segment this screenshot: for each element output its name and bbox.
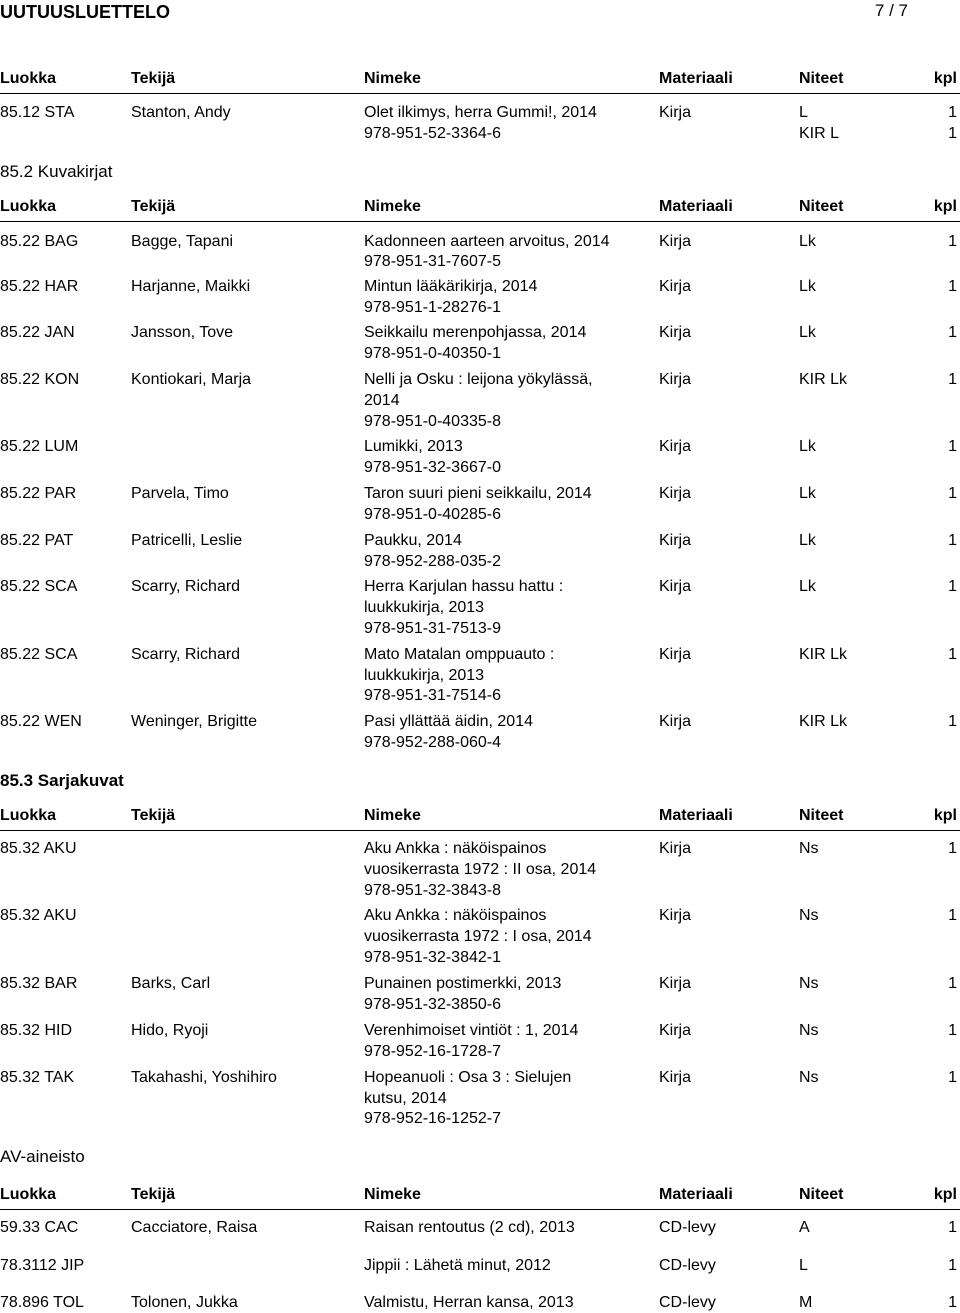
cell-materiaali: Kirja <box>659 646 692 663</box>
cell-luokka: 85.22 LUM <box>0 438 79 455</box>
cell-niteet: M <box>799 1294 813 1311</box>
cell-nimeke: Raisan rentoutus (2 cd), 2013 <box>364 1219 575 1236</box>
header-kpl: kpl <box>933 807 957 824</box>
cell-nimeke: Punainen postimerkki, 2013 <box>364 975 562 992</box>
cell-isbn: 978-952-288-060-4 <box>364 734 501 751</box>
cell-kpl: 1 <box>948 485 957 502</box>
cell-luokka: 85.12 STA <box>0 104 75 121</box>
cell-materiaali: CD-levy <box>659 1294 716 1311</box>
cell-nimeke: Mintun lääkärikirja, 2014 <box>364 278 538 295</box>
cell-kpl: 1 <box>948 233 957 250</box>
cell-materiaali: Kirja <box>659 840 692 857</box>
cell-tekija: Barks, Carl <box>131 975 211 992</box>
cell-isbn: 978-951-0-40350-1 <box>364 345 501 362</box>
cell-luokka: 85.22 BAG <box>0 233 79 250</box>
header-materiaali: Materiaali <box>659 198 733 215</box>
cell-kpl: 1 <box>948 907 957 924</box>
cell-niteet: Ns <box>799 1022 819 1039</box>
cell-tekija: Tolonen, Jukka <box>131 1294 238 1311</box>
cell-isbn: 978-951-0-40335-8 <box>364 413 501 430</box>
header-materiaali: Materiaali <box>659 70 733 87</box>
header-niteet: Niteet <box>799 1186 844 1203</box>
cell-tekija: Scarry, Richard <box>131 646 241 663</box>
cell-kpl: 1 <box>948 438 957 455</box>
header-divider <box>0 93 960 94</box>
header-divider <box>0 221 960 222</box>
header-nimeke: Nimeke <box>364 1186 421 1203</box>
cell-niteet: KIR Lk <box>799 713 848 730</box>
header-niteet: Niteet <box>799 807 844 824</box>
cell-isbn: 978-952-16-1728-7 <box>364 1043 501 1060</box>
cell-nimeke: 2014 <box>364 392 400 409</box>
cell-nimeke: vuosikerrasta 1972 : I osa, 2014 <box>364 928 592 945</box>
cell-materiaali: Kirja <box>659 1069 692 1086</box>
cell-kpl: 1 <box>948 1294 957 1311</box>
cell-materiaali: Kirja <box>659 233 692 250</box>
cell-nimeke: Kadonneen aarteen arvoitus, 2014 <box>364 233 610 250</box>
cell-isbn: 978-951-32-3850-6 <box>364 996 501 1013</box>
cell-nimeke: Hopeanuoli : Osa 3 : Sielujen <box>364 1069 572 1086</box>
cell-nimeke: Lumikki, 2013 <box>364 438 463 455</box>
cell-nimeke: Verenhimoiset vintiöt : 1, 2014 <box>364 1022 579 1039</box>
section-title: 85.2 Kuvakirjat <box>0 162 113 181</box>
cell-isbn: 978-951-32-3843-8 <box>364 882 501 899</box>
cell-niteet: Lk <box>799 438 816 455</box>
cell-luokka: 85.22 PAT <box>0 532 74 549</box>
cell-nimeke: luukkukirja, 2013 <box>364 599 485 616</box>
cell-materiaali: Kirja <box>659 438 692 455</box>
header-luokka: Luokka <box>0 198 57 215</box>
cell-luokka: 78.3112 JIP <box>0 1257 85 1274</box>
cell-nimeke: Pasi yllättää äidin, 2014 <box>364 713 533 730</box>
cell-materiaali: CD-levy <box>659 1257 716 1274</box>
cell-isbn: 978-951-1-28276-1 <box>364 299 501 316</box>
header-tekija: Tekijä <box>131 1186 176 1203</box>
cell-nimeke: Aku Ankka : näköispainos <box>364 840 547 857</box>
cell-tekija: Stanton, Andy <box>131 104 231 121</box>
cell-materiaali: Kirja <box>659 975 692 992</box>
cell-nimeke: Seikkailu merenpohjassa, 2014 <box>364 324 587 341</box>
cell-luokka: 85.22 HAR <box>0 278 79 295</box>
cell-niteet: L <box>799 104 808 121</box>
cell-kpl: 1 <box>948 578 957 595</box>
cell-luokka: 85.22 JAN <box>0 324 75 341</box>
cell-kpl: 1 <box>948 324 957 341</box>
cell-niteet: Ns <box>799 907 819 924</box>
header-nimeke: Nimeke <box>364 807 421 824</box>
cell-niteet: Lk <box>799 578 816 595</box>
cell-luokka: 78.896 TOL <box>0 1294 84 1311</box>
header-niteet: Niteet <box>799 198 844 215</box>
cell-isbn: 978-951-31-7513-9 <box>364 620 501 637</box>
header-divider <box>0 830 960 831</box>
cell-nimeke: Nelli ja Osku : leijona yökylässä, <box>364 371 593 388</box>
cell-tekija: Takahashi, Yoshihiro <box>131 1069 277 1086</box>
header-tekija: Tekijä <box>131 807 176 824</box>
cell-materiaali: Kirja <box>659 907 692 924</box>
cell-materiaali: Kirja <box>659 485 692 502</box>
header-divider <box>0 1209 960 1210</box>
cell-luokka: 85.22 PAR <box>0 485 77 502</box>
cell-kpl: 1 <box>948 1022 957 1039</box>
cell-kpl: 1 <box>948 532 957 549</box>
cell-niteet: Ns <box>799 840 819 857</box>
cell-luokka: 85.22 SCA <box>0 646 78 663</box>
page-number: 7 / 7 <box>874 1 908 20</box>
header-luokka: Luokka <box>0 1186 57 1203</box>
cell-luokka: 85.22 WEN <box>0 713 82 730</box>
cell-luokka: 85.32 HID <box>0 1022 73 1039</box>
cell-nimeke: luukkukirja, 2013 <box>364 667 485 684</box>
cell-luokka: 85.32 TAK <box>0 1069 75 1086</box>
cell-nimeke: vuosikerrasta 1972 : II osa, 2014 <box>364 861 597 878</box>
cell-nimeke: Valmistu, Herran kansa, 2013 <box>364 1294 574 1311</box>
cell-isbn: 978-952-288-035-2 <box>364 553 501 570</box>
header-tekija: Tekijä <box>131 70 176 87</box>
cell-materiaali: Kirja <box>659 371 692 388</box>
header-niteet: Niteet <box>799 70 844 87</box>
cell-nimeke: Aku Ankka : näköispainos <box>364 907 547 924</box>
cell-kpl: 1 <box>948 840 957 857</box>
header-luokka: Luokka <box>0 70 57 87</box>
cell-niteet: L <box>799 1257 808 1274</box>
cell-isbn: 978-951-31-7607-5 <box>364 253 501 270</box>
cell-luokka: 85.22 KON <box>0 371 80 388</box>
header-kpl: kpl <box>933 198 957 215</box>
cell-nimeke: Herra Karjulan hassu hattu : <box>364 578 564 595</box>
cell-kpl: 1 <box>948 371 957 388</box>
cell-tekija: Weninger, Brigitte <box>131 713 257 730</box>
cell-nimeke: Jippii : Lähetä minut, 2012 <box>364 1257 551 1274</box>
cell-kpl: 1 <box>948 125 957 142</box>
cell-niteet: Lk <box>799 278 816 295</box>
cell-luokka: 85.32 AKU <box>0 907 77 924</box>
cell-niteet: KIR L <box>799 125 840 142</box>
cell-tekija: Patricelli, Leslie <box>131 532 243 549</box>
cell-materiaali: Kirja <box>659 578 692 595</box>
cell-niteet: Lk <box>799 324 816 341</box>
cell-tekija: Kontiokari, Marja <box>131 371 252 388</box>
cell-kpl: 1 <box>948 1069 957 1086</box>
section-title: AV-aineisto <box>0 1147 85 1166</box>
cell-kpl: 1 <box>948 1219 957 1236</box>
cell-tekija: Hido, Ryoji <box>131 1022 209 1039</box>
cell-niteet: Lk <box>799 485 816 502</box>
cell-niteet: A <box>799 1219 810 1236</box>
cell-tekija: Scarry, Richard <box>131 578 241 595</box>
cell-materiaali: Kirja <box>659 278 692 295</box>
cell-tekija: Cacciatore, Raisa <box>131 1219 258 1236</box>
cell-luokka: 85.22 SCA <box>0 578 78 595</box>
cell-nimeke: Olet ilkimys, herra Gummi!, 2014 <box>364 104 597 121</box>
cell-niteet: Lk <box>799 233 816 250</box>
cell-tekija: Jansson, Tove <box>131 324 233 341</box>
header-materiaali: Materiaali <box>659 807 733 824</box>
cell-tekija: Harjanne, Maikki <box>131 278 251 295</box>
cell-isbn: 978-952-16-1252-7 <box>364 1110 501 1127</box>
cell-materiaali: CD-levy <box>659 1219 716 1236</box>
cell-materiaali: Kirja <box>659 532 692 549</box>
cell-niteet: Ns <box>799 1069 819 1086</box>
cell-kpl: 1 <box>948 975 957 992</box>
header-kpl: kpl <box>933 1186 957 1203</box>
cell-kpl: 1 <box>948 1257 957 1274</box>
header-nimeke: Nimeke <box>364 70 421 87</box>
cell-luokka: 59.33 CAC <box>0 1219 79 1236</box>
header-nimeke: Nimeke <box>364 198 421 215</box>
cell-kpl: 1 <box>948 278 957 295</box>
cell-materiaali: Kirja <box>659 1022 692 1039</box>
header-materiaali: Materiaali <box>659 1186 733 1203</box>
header-kpl: kpl <box>933 70 957 87</box>
cell-nimeke: Paukku, 2014 <box>364 532 462 549</box>
cell-kpl: 1 <box>948 713 957 730</box>
cell-niteet: KIR Lk <box>799 646 848 663</box>
cell-niteet: KIR Lk <box>799 371 848 388</box>
cell-nimeke: Mato Matalan omppuauto : <box>364 646 555 663</box>
cell-kpl: 1 <box>948 104 957 121</box>
cell-tekija: Parvela, Timo <box>131 485 229 502</box>
cell-materiaali: Kirja <box>659 104 692 121</box>
header-luokka: Luokka <box>0 807 57 824</box>
cell-kpl: 1 <box>948 646 957 663</box>
cell-isbn: 978-951-32-3667-0 <box>364 459 501 476</box>
cell-isbn: 978-951-31-7514-6 <box>364 687 501 704</box>
cell-nimeke: Taron suuri pieni seikkailu, 2014 <box>364 485 592 502</box>
header-tekija: Tekijä <box>131 198 176 215</box>
cell-nimeke: kutsu, 2014 <box>364 1090 447 1107</box>
page-title: UUTUUSLUETTELO <box>0 2 170 22</box>
cell-luokka: 85.32 BAR <box>0 975 78 992</box>
section-title: 85.3 Sarjakuvat <box>0 771 124 790</box>
cell-luokka: 85.32 AKU <box>0 840 77 857</box>
cell-materiaali: Kirja <box>659 324 692 341</box>
cell-isbn: 978-951-32-3842-1 <box>364 949 501 966</box>
cell-niteet: Lk <box>799 532 816 549</box>
cell-tekija: Bagge, Tapani <box>131 233 234 250</box>
cell-isbn: 978-951-0-40285-6 <box>364 506 501 523</box>
cell-niteet: Ns <box>799 975 819 992</box>
cell-materiaali: Kirja <box>659 713 692 730</box>
cell-isbn: 978-951-52-3364-6 <box>364 125 501 142</box>
